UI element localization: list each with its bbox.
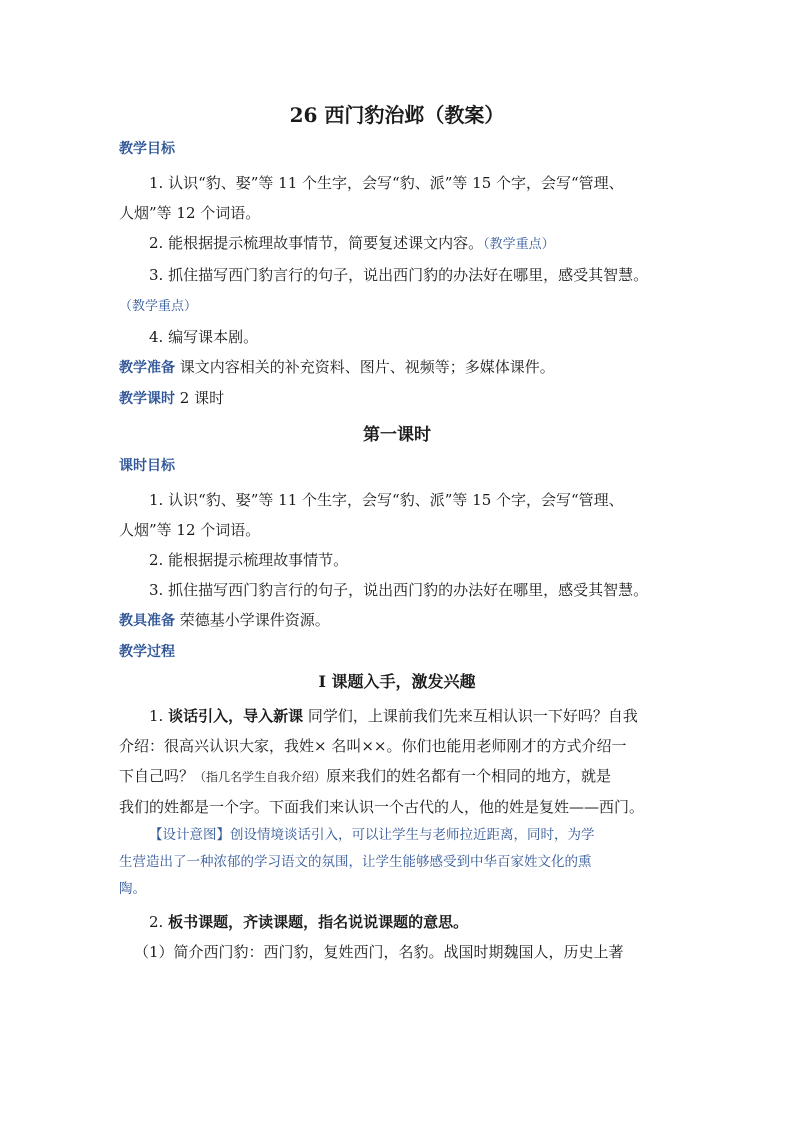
step-1-text-c2: 原来我们的姓名都有一个相同的地方，就是 <box>326 767 612 785</box>
step-1-line-3 <box>119 761 675 792</box>
lesson-goals-heading: 课时目标 <box>119 458 175 474</box>
goal-1-line-1: 1. 认识“豹、娶”等 11 个生字，会写“豹、派”等 15 个字，会写“管理、 <box>149 174 624 192</box>
goal-3-key-note: （教学重点） <box>119 299 198 314</box>
design-intent-line-2: 生营造出了一种浓郁的学习语文的氛围，让学生能够感受到中华百家姓文化的熏 <box>119 854 592 870</box>
lesson-goal-1-line-1: 1. 认识“豹、娶”等 11 个生字，会写“豹、派”等 15 个字，会写“管理、 <box>149 491 624 509</box>
lesson-goal-3: 3. 抓住描写西门豹言行的句子，说出西门豹的办法好在哪里，感受其智慧。 <box>149 581 649 599</box>
step-1-text-a: 同学们，上课前我们先来互相认识一下好吗？自我 <box>303 707 638 725</box>
goal-3-key-note-line <box>119 290 675 322</box>
part-1-title: Ⅰ 课题入手，激发兴趣 <box>318 672 476 691</box>
step-1-bold-title: 谈话引入，导入新课 <box>168 707 304 725</box>
goal-1-line-2: 人烟”等 12 个词语。 <box>119 204 261 222</box>
goal-2-key-note: （教学重点） <box>483 237 555 252</box>
teaching-tools-heading: 教具准备 <box>119 613 175 629</box>
teaching-prep-text: 课文内容相关的补充资料、图片、视频等；多媒体课件。 <box>175 358 555 376</box>
step-1-text-c1: 下自己吗？ <box>119 767 195 785</box>
goal-3: 3. 抓住描写西门豹言行的句子，说出西门豹的办法好在哪里，感受其智慧。 <box>149 266 649 284</box>
step-1-note: （指几名学生自我介绍） <box>194 770 327 784</box>
step-2-bold-title: 板书课题，齐读课题，指名说说课题的意思。 <box>168 913 469 931</box>
lesson-1-title: 第一课时 <box>363 425 431 445</box>
step-1-line-1 <box>119 701 675 731</box>
teaching-tools-text: 荣德基小学课件资源。 <box>175 611 330 629</box>
document-body <box>119 100 675 967</box>
teaching-hours <box>119 383 675 414</box>
teaching-hours-text: 2 课时 <box>175 389 225 407</box>
step-2 <box>119 907 675 937</box>
step-1-line-2: 介绍：很高兴认识大家，我姓× 名叫××。你们也能用老师刚才的方式介绍一 <box>119 737 627 755</box>
step-1-number: 1. <box>149 707 169 725</box>
teaching-goals-heading: 教学目标 <box>119 141 175 157</box>
lesson-goal-2: 2. 能根据提示梳理故事情节。 <box>149 551 349 569</box>
design-intent-line-1: 【设计意图】创设情境谈话引入，可以让学生与老师拉近距离，同时，为学 <box>149 827 595 843</box>
goal-2-text: 2. 能根据提示梳理故事情节，简要复述课文内容。 <box>149 234 484 252</box>
design-intent-line-3: 陶。 <box>119 881 146 897</box>
goal-2 <box>119 228 675 260</box>
teaching-tools <box>119 605 675 636</box>
lesson-goal-1-line-2: 人烟”等 12 个词语。 <box>119 521 261 539</box>
teaching-hours-heading: 教学课时 <box>119 391 175 407</box>
step-1-line-4: 我们的姓都是一个字。下面我们来认识一个古代的人，他的姓是复姓——西门。 <box>119 798 645 816</box>
step-2-number: 2. <box>149 913 169 931</box>
step-2-sub-1: （1）简介西门豹：西门豹，复姓西门，名豹。战国时期魏国人，历史上著 <box>134 943 624 961</box>
teaching-process-heading-line <box>119 636 675 667</box>
teaching-prep-heading: 教学准备 <box>119 360 175 376</box>
page-title: 26 西门豹治邺（教案） <box>289 103 505 127</box>
teaching-process-heading: 教学过程 <box>119 644 175 660</box>
goal-4: 4. 编写课本剧。 <box>149 328 259 346</box>
teaching-prep <box>119 352 675 383</box>
